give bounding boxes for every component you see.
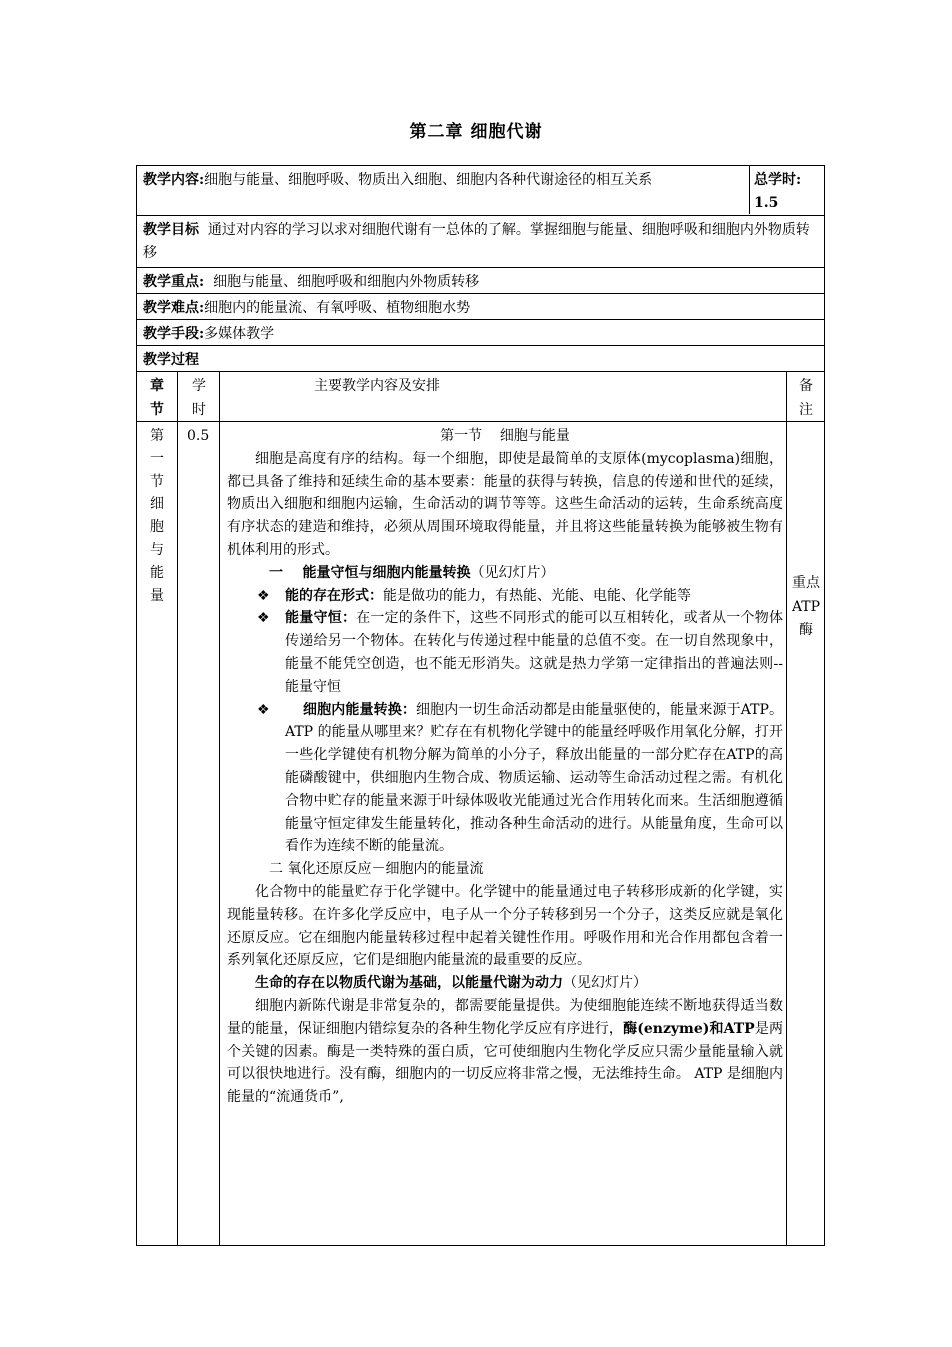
difficulty-text: 细胞内的能量流、有氧呼吸、植物细胞水势 xyxy=(204,300,471,316)
content-row xyxy=(136,165,825,215)
content-cell xyxy=(143,169,743,192)
difficulty-row xyxy=(136,293,825,319)
col-header-chapter: 章节 xyxy=(150,378,164,418)
process-label: 教学过程 xyxy=(143,352,199,368)
redox-paragraph: 化合物中的能量贮存于化学键中。化学键中的能量通过电子转移形成新的化学键，实现能量转移。在许多化学反应中，电子从一个分子转移到另一个分子，这类反应就是氧化还原反应。它在细胞内能量转移过程中起着关键性作用。呼吸作用和光合作用都包含着一系列氧化还原反应，它们是细胞内能量流的最重要的反应。 xyxy=(227,883,783,969)
bullet-item: ❖ 能的存在形式：能是做功的能力，有热能、光能、电能、化学能等 xyxy=(227,585,783,608)
col-header-main: 主要教学内容及安排 xyxy=(314,378,440,394)
focus-row xyxy=(136,267,825,293)
hours-cell xyxy=(749,166,823,214)
metabolism-heading: 生命的存在以物质代谢为基础，以能量代谢为动力（见幻灯片） xyxy=(255,975,647,992)
col-header-hours: 学时 xyxy=(192,378,206,418)
page-title: 第二章 细胞代谢 xyxy=(409,122,543,142)
goal-row xyxy=(136,215,825,267)
hours-value: 1.5 xyxy=(754,195,779,211)
hours-label: 总学时: xyxy=(754,172,802,188)
goal-label: 教学目标 xyxy=(143,222,199,238)
process-table xyxy=(136,371,825,1246)
content-label: 教学内容: xyxy=(143,172,205,188)
enzyme-paragraph: 细胞内新陈代谢是非常复杂的，都需要能量提供。为使细胞能连续不断地获得适当数量的能量，保证细胞内错综复杂的各种生物化学反应有序进行，酶(enzyme)和ATP是两个关键的因素。酶是一类特殊的蛋白质，它可使细胞内生物化学反应只需少量能量输入就可以很快地进行。没有酶，细胞内的一切反应将非常之慢，无法维持生命。 ATP 是细胞内能量的“流通货币”, xyxy=(227,997,784,1106)
subheading-1: 一 能量守恒与细胞内能量转换（见幻灯片） xyxy=(269,564,555,581)
subheading-2: 二 氧化还原反应－细胞内的能量流 xyxy=(269,861,484,878)
section-hours: 0.5 xyxy=(187,428,210,444)
focus-text: 细胞与能量、细胞呼吸和细胞内外物质转移 xyxy=(213,274,480,290)
intro-paragraph: 细胞是高度有序的结构。每一个细胞，即使是最简单的支原体(mycoplasma)细胞，都已具备了维持和延续生命的基本要素：能量的获得与转换，信息的传递和世代的延续，物质出入细胞和细胞内运输，生命活动的调节等等。这些生命活动的运转，生命系统高度有序状态的建造和维持，必须从周围环境取得能量，并且将这些能量转换为能够被生物有机体利用的形式。 xyxy=(227,450,783,558)
diamond-bullet-icon: ❖ xyxy=(257,701,270,718)
content-text: 细胞与能量、细胞呼吸、物质出入细胞、细胞内各种代谢途径的相互关系 xyxy=(204,172,653,188)
col-divider xyxy=(177,372,178,1245)
col-divider xyxy=(219,372,220,1245)
section-heading: 第一节 细胞与能量 xyxy=(440,428,570,444)
bullet-item: ❖ 能量守恒：在一定的条件下，这些不同形式的能可以互相转化，或者从一个物体传递给另一个物体。在转化与传递过程中能量的总值不变。在一切自然现象中，能量不能凭空创造，也不能无形消失。这就是热力学第一定律指出的普遍法则--能量守恒 xyxy=(227,607,783,698)
means-label: 教学手段: xyxy=(143,326,205,342)
means-text: 多媒体教学 xyxy=(204,326,275,342)
bullet-item: ❖ 细胞内能量转换：细胞内一切生命活动都是由能量驱使的，能量来源于ATP。ATP 的能量从哪里来？贮存在有机物化学键中的能量经呼吸作用氧化分解，打开一些化学键使有机物分解为简单的小分子，释放出能量的一部分贮存在ATP的高能磷酸键中，供细胞内生物合成、物质运输、运动等生命活动过程之需。有机化合物中贮存的能量来源于叶绿体吸收光能通过光合作用转化而来。生活细胞遵循能量守恒定律发生能量转化，推动各种生命活动的进行。从能量角度，生命可以看作为连续不断的能量流。 xyxy=(227,699,783,859)
col-header-note: 备注 xyxy=(799,378,813,418)
diamond-bullet-icon: ❖ xyxy=(257,610,270,627)
section-chapter: 第一节细胞与能量 xyxy=(150,428,164,604)
difficulty-label: 教学难点: xyxy=(143,300,205,316)
focus-label: 教学重点: xyxy=(143,274,205,290)
means-row xyxy=(136,319,825,345)
process-row xyxy=(136,345,825,371)
col-divider xyxy=(786,372,787,1245)
note-text: 重点ATP酶 xyxy=(791,575,821,638)
main-content xyxy=(227,425,783,1109)
diamond-bullet-icon: ❖ xyxy=(257,587,270,604)
header-divider xyxy=(137,421,824,422)
goal-text: 通过对内容的学习以求对细胞代谢有一总体的了解。掌握细胞与能量、细胞呼吸和细胞内外物质转移 xyxy=(143,222,810,261)
